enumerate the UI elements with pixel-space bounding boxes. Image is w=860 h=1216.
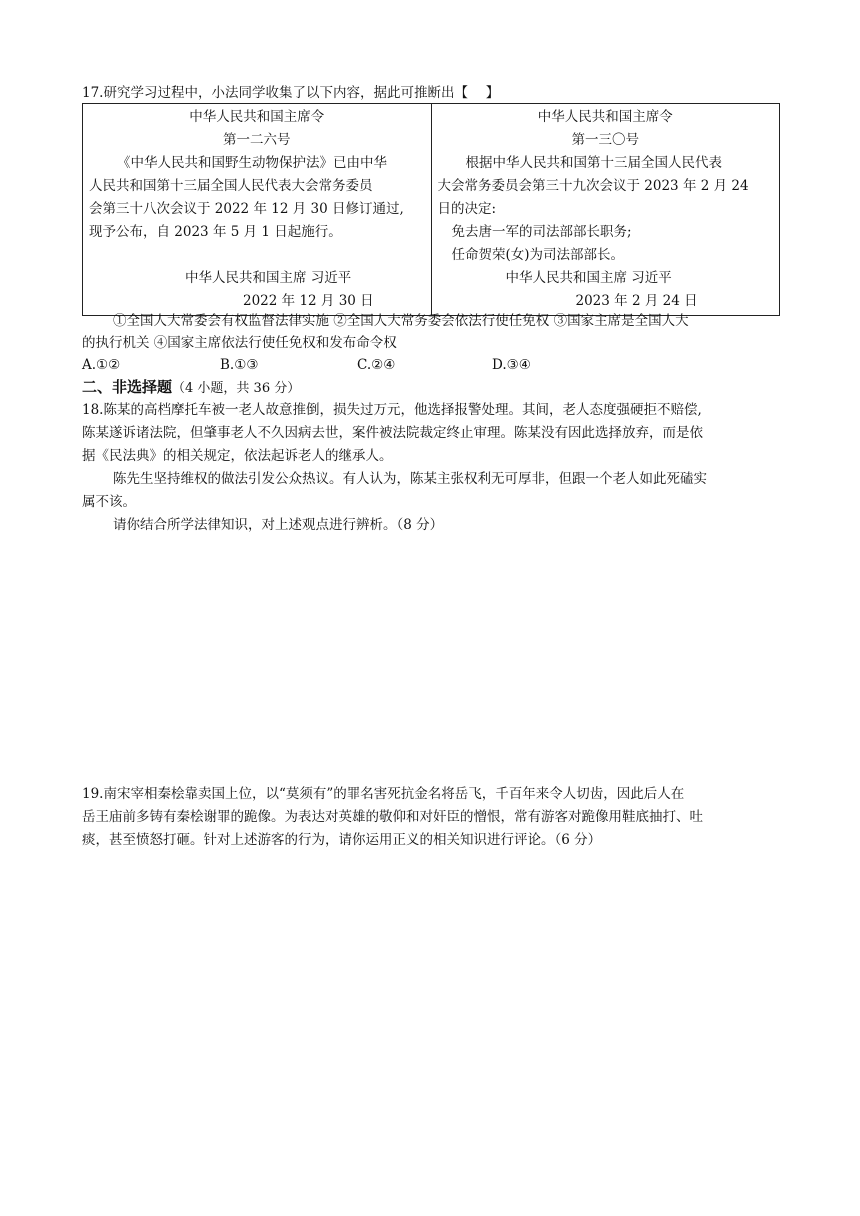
decree-right-date: 2023 年 2 月 24 日 bbox=[575, 293, 698, 309]
decree-right-body-line: 根据中华人民共和国第十三届全国人民代表 bbox=[465, 155, 722, 171]
q19-text-line: 岳王庙前多铸有秦桧谢罪的跪像。为表达对英雄的敬仰和对奸臣的憎恨，常有游客对跪像用鞋底抽打、吐 bbox=[82, 809, 703, 825]
decree-left-signature: 中华人民共和国主席 习近平 bbox=[185, 270, 352, 286]
decree-right-body-line: 日的决定: bbox=[437, 201, 497, 217]
decree-left-body-line: 《中华人民共和国野生动物保护法》已由中华 bbox=[117, 155, 387, 171]
decree-right-body-line: 大会常务委员会第三十九次会议于 2023 年 2 月 24 bbox=[437, 178, 749, 194]
section-note: （4 小题，共 36 分） bbox=[172, 381, 301, 396]
q17-option-c: C.②④ bbox=[357, 357, 396, 373]
q19-text-line: 19.南宋宰相秦桧靠卖国上位，以“莫须有”的罪名害死抗金名将岳飞，千百年来令人切齿，因此后人在 bbox=[82, 786, 685, 802]
section-title: 二、非选择题 bbox=[82, 378, 173, 396]
q19-text-line: 痰，甚至愤怒打砸。针对上述游客的行为，请你运用正义的相关知识进行评论。（6 分） bbox=[82, 832, 602, 848]
decree-left-spacer bbox=[89, 244, 425, 267]
q17-option-d: D.③④ bbox=[492, 357, 531, 373]
decree-right-signature: 中华人民共和国主席 习近平 bbox=[505, 270, 672, 286]
decree-left-body-line: 人民共和国第十三届全国人民代表大会常务委员 bbox=[89, 178, 373, 194]
q18-prompt: 请你结合所学法律知识，对上述观点进行辨析。（8 分） bbox=[113, 517, 444, 533]
decree-right-body-line: 任命贺荣(女)为司法部部长。 bbox=[451, 247, 625, 263]
q17-option-a: A.①② bbox=[82, 357, 121, 373]
decree-left-body-line: 会第三十八次会议于 2022 年 12 月 30 日修订通过, bbox=[89, 201, 404, 217]
decree-right-title: 中华人民共和国主席令 bbox=[537, 109, 673, 125]
decree-right bbox=[431, 104, 780, 316]
decree-right-number: 第一三〇号 bbox=[571, 132, 639, 148]
decree-left-body-line: 现予公布，自 2023 年 5 月 1 日起施行。 bbox=[89, 224, 342, 240]
decree-left-title: 中华人民共和国主席令 bbox=[189, 109, 325, 125]
q17-statements-line: ①全国人大常委会有权监督法律实施 ②全国人大常务委会依法行使任免权 ③国家主席是全国人大 bbox=[113, 313, 689, 329]
q17-decree-table bbox=[82, 103, 780, 316]
q18-text-line: 陈先生坚持维权的做法引发公众热议。有人认为，陈某主张权利无可厚非，但跟一个老人如此死磕实 bbox=[113, 471, 707, 487]
decree-left-date: 2022 年 12 月 30 日 bbox=[243, 293, 374, 309]
q18-text-line: 陈某遂诉诸法院，但肇事老人不久因病去世，案件被法院裁定终止审理。陈某没有因此选择放弃，而是依 bbox=[82, 425, 703, 441]
q17-option-b: B.①③ bbox=[220, 357, 259, 373]
section-heading bbox=[82, 377, 300, 399]
q17-stem: 17.研究学习过程中，小法同学收集了以下内容，据此可推断出【 】 bbox=[82, 85, 500, 101]
decree-left-number: 第一二六号 bbox=[223, 132, 291, 148]
q18-text-line: 18.陈某的高档摩托车被一老人故意推倒，损失过万元，他选择报警处理。其间，老人态度强硬拒不赔偿, bbox=[82, 402, 702, 418]
q17-statements-line: 的执行机关 ④国家主席依法行使任免权和发布命令权 bbox=[82, 335, 397, 351]
q18-text-line: 据《民法典》的相关规定，依法起诉老人的继承人。 bbox=[82, 448, 393, 464]
decree-right-body-line: 免去唐一军的司法部部长职务; bbox=[451, 224, 632, 240]
q18-text-line: 属不该。 bbox=[82, 494, 136, 510]
decree-left bbox=[83, 104, 432, 316]
